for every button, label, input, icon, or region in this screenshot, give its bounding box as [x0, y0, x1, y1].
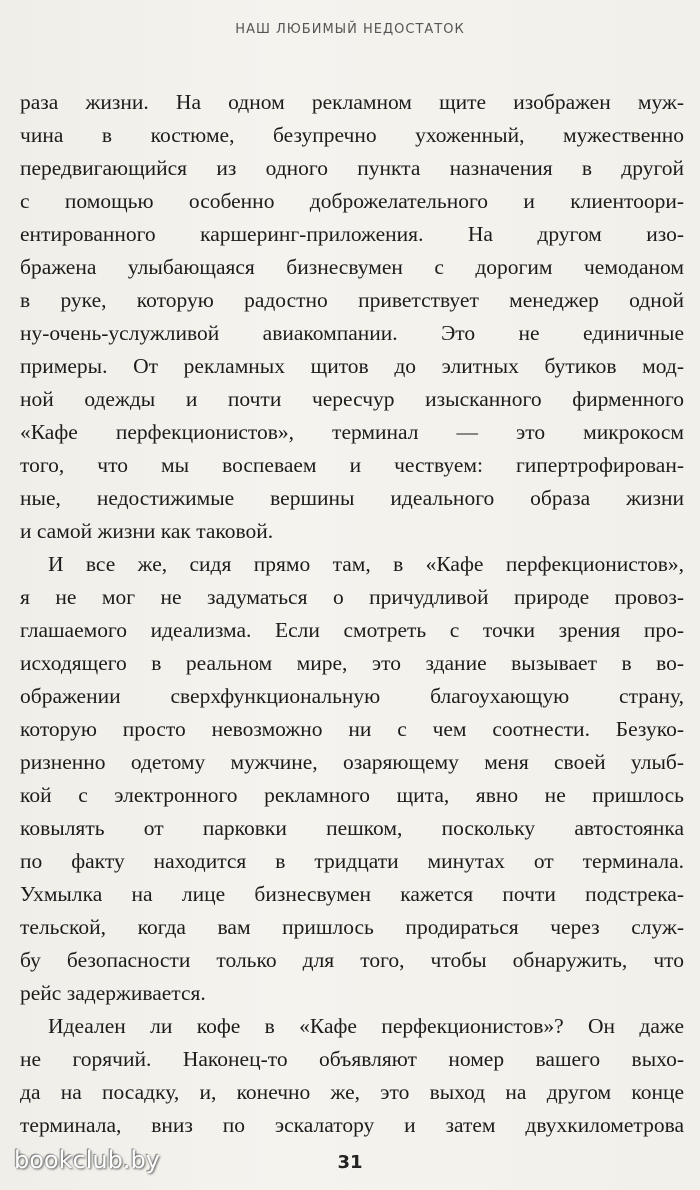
text-line: Ухмылка на лице бизнесвумен кажется почти подстрека-	[20, 882, 684, 906]
text-line: ризненно одетому мужчине, озаряющему меня своей улыб-	[20, 750, 684, 774]
text-line: не горячий. Наконец-то объявляют номер вашего выхо-	[20, 1047, 684, 1071]
text-line: того, что мы воспеваем и чествуем: гипертрофирован-	[20, 453, 684, 477]
text-line: тельской, когда вам пришлось продираться через служ-	[20, 915, 684, 939]
text-line: чина в костюме, безупречно ухоженный, мужественно	[20, 123, 684, 147]
text-line: я не мог не задуматься о причудливой природе провоз-	[20, 585, 684, 609]
text-line: по факту находится в тридцати минутах от терминала.	[20, 849, 684, 873]
running-title: НАШ ЛЮБИМЫЙ НЕДОСТАТОК	[235, 22, 465, 37]
text-line: кой с электронного рекламного щита, явно не пришлось	[20, 783, 684, 807]
text-line: исходящего в реальном мире, это здание вызывает в во-	[20, 651, 684, 675]
text-line: ковылять от парковки пешком, поскольку автостоянка	[20, 816, 684, 840]
text-line: «Кафе перфекционистов», терминал — это микрокосм	[20, 420, 684, 444]
text-line: раза жизни. На одном рекламном щите изображен муж-	[20, 90, 684, 114]
text-line: бу безопасности только для того, чтобы обнаружить, что	[20, 948, 684, 972]
text-line: бражена улыбающаяся бизнесвумен с дорогим чемоданом	[20, 255, 684, 279]
text-line: рейс задерживается.	[20, 981, 206, 1005]
watermark-logo: bookclub.by	[14, 1146, 160, 1174]
text-line: ображении сверхфункциональную благоухающую страну,	[20, 684, 684, 708]
paragraph-first-line: И все же, сидя прямо там, в «Кафе перфекционистов»,	[48, 552, 684, 576]
body-text	[20, 86, 684, 1142]
page-number: 31	[337, 1152, 363, 1173]
text-line: в руке, которую радостно приветствует менеджер одной	[20, 288, 684, 312]
text-line: ной одежды и почти чересчур изысканного фирменного	[20, 387, 684, 411]
paragraph-first-line: Идеален ли кофе в «Кафе перфекционистов»? Он даже	[48, 1014, 684, 1038]
text-line: которую просто невозможно ни с чем соотнести. Безуко-	[20, 717, 684, 741]
text-line: ну-очень-услужливой авиакомпании. Это не единичные	[20, 321, 684, 345]
text-line: глашаемого идеализма. Если смотреть с точки зрения про-	[20, 618, 684, 642]
text-line: ные, недостижимые вершины идеального образа жизни	[20, 486, 684, 510]
text-line: ентированного каршеринг-приложения. На другом изо-	[20, 222, 684, 246]
text-line: терминала, вниз по эскалатору и затем двухкилометрова	[20, 1113, 684, 1137]
text-line: с помощью особенно доброжелательного и клиентоори-	[20, 189, 684, 213]
text-line: примеры. От рекламных щитов до элитных бутиков мод-	[20, 354, 684, 378]
text-line: да на посадку, и, конечно же, это выход на другом конце	[20, 1080, 684, 1104]
text-line: и самой жизни как таковой.	[20, 519, 274, 543]
text-line: передвигающийся из одного пункта назначения в другой	[20, 156, 684, 180]
